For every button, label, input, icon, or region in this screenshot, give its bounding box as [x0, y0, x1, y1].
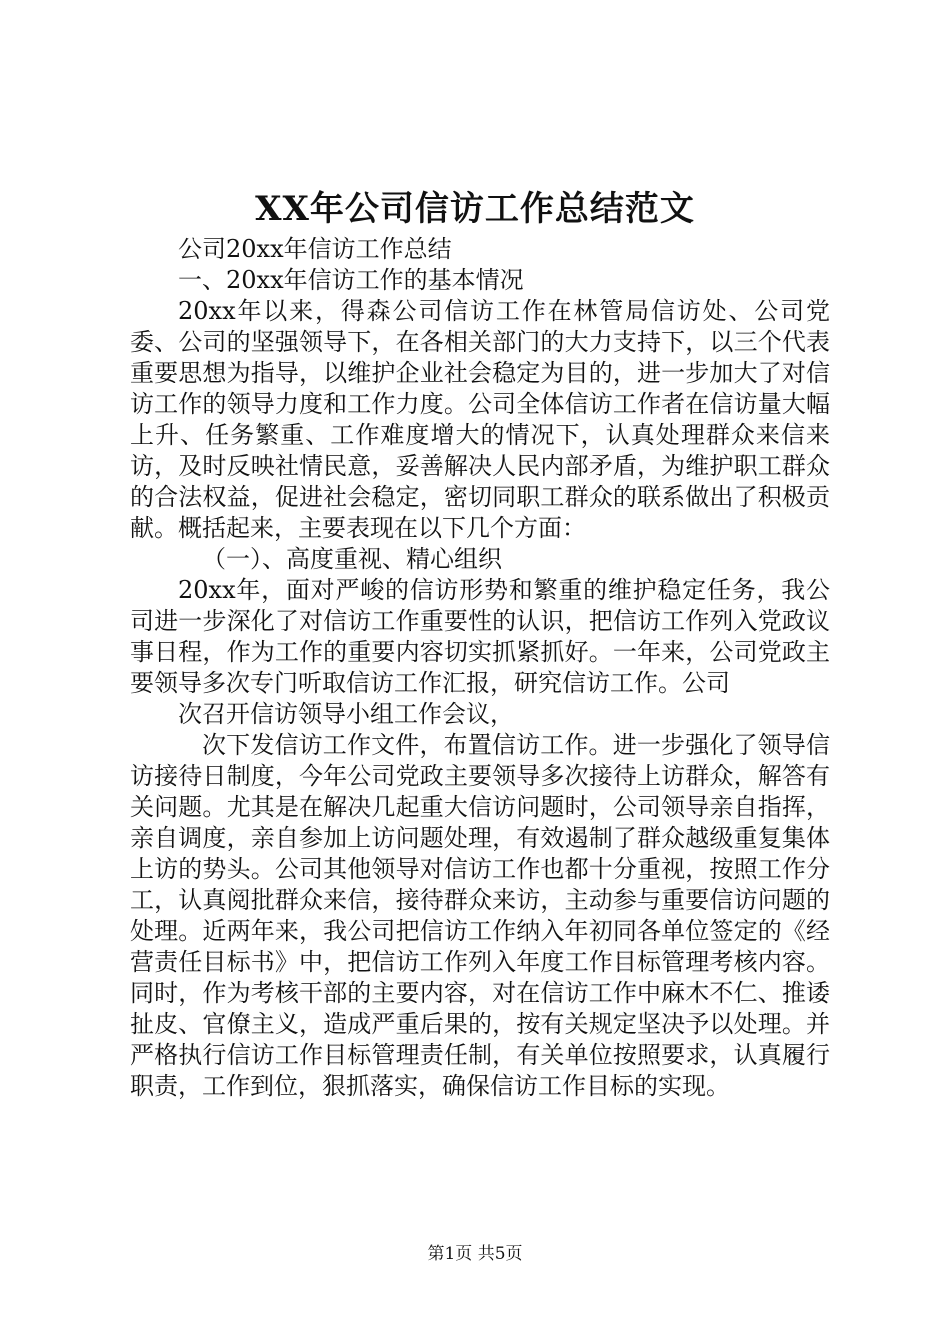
paragraph-overview: 20xx年以来，得森公司信访工作在林管局信访处、公司党委、公司的坚强领导下，在各相关部门的大力支持下，以三个代表重要思想为指导，以维护企业社会稳定为目的，进一步加大了对信访工作的领导力度和工作力度。公司全体信访工作者在信访量大幅上升、任务繁重、工作难度增大的情况下，认真处理群众来信来访，及时反映社情民意，妥善解决人民内部矛盾，为维护职工群众的合法权益，促进社会稳定，密切同职工群众的联系做出了积极贡献。概括起来，主要表现在以下几个方面： — [130, 297, 830, 542]
document-title: XX年公司信访工作总结范文 — [255, 189, 695, 229]
paragraph-body-1: 20xx年，面对严峻的信访形势和繁重的维护稳定任务，我公司进一步深化了对信访工作重要性的认识，把信访工作列入党政议事日程，作为工作的重要内容切实抓紧抓好。一年来，公司党政主要领导多次专门听取信访工作汇报，研究信访工作。公司 — [130, 576, 830, 697]
paragraph-subheading: （一）、高度重视、精心组织 — [202, 545, 502, 573]
paragraph-section-heading: 一、20xx年信访工作的基本情况 — [178, 266, 524, 294]
paragraph-body-2: 次召开信访领导小组工作会议， — [178, 700, 514, 728]
paragraph-body-3: 次下发信访工作文件，布置信访工作。进一步强化了领导信访接待日制度，今年公司党政主要领导多次接待上访群众，解答有关问题。尤其是在解决几起重大信访问题时，公司领导亲自指挥，亲自调度，亲自参加上访问题处理，有效遏制了群众越级重复集体上访的势头。公司其他领导对信访工作也都十分重视，按照工作分工，认真阅批群众来信，接待群众来访，主动参与重要信访问题的处理。近两年来，我公司把信访工作纳入年初同各单位签定的《经营责任目标书》中，把信访工作列入年度工作目标管理考核内容。同时，作为考核干部的主要内容，对在信访工作中麻木不仁、推诿扯皮、官僚主义，造成严重后果的，按有关规定坚决予以处理。并严格执行信访工作目标管理责任制，有关单位按照要求，认真履行职责，工作到位，狠抓落实，确保信访工作目标的实现。 — [130, 731, 830, 1100]
document-body — [130, 234, 830, 1102]
paragraph-summary-heading: 公司20xx年信访工作总结 — [178, 235, 452, 263]
page-footer: 第1页 共5页 — [427, 1244, 523, 1264]
